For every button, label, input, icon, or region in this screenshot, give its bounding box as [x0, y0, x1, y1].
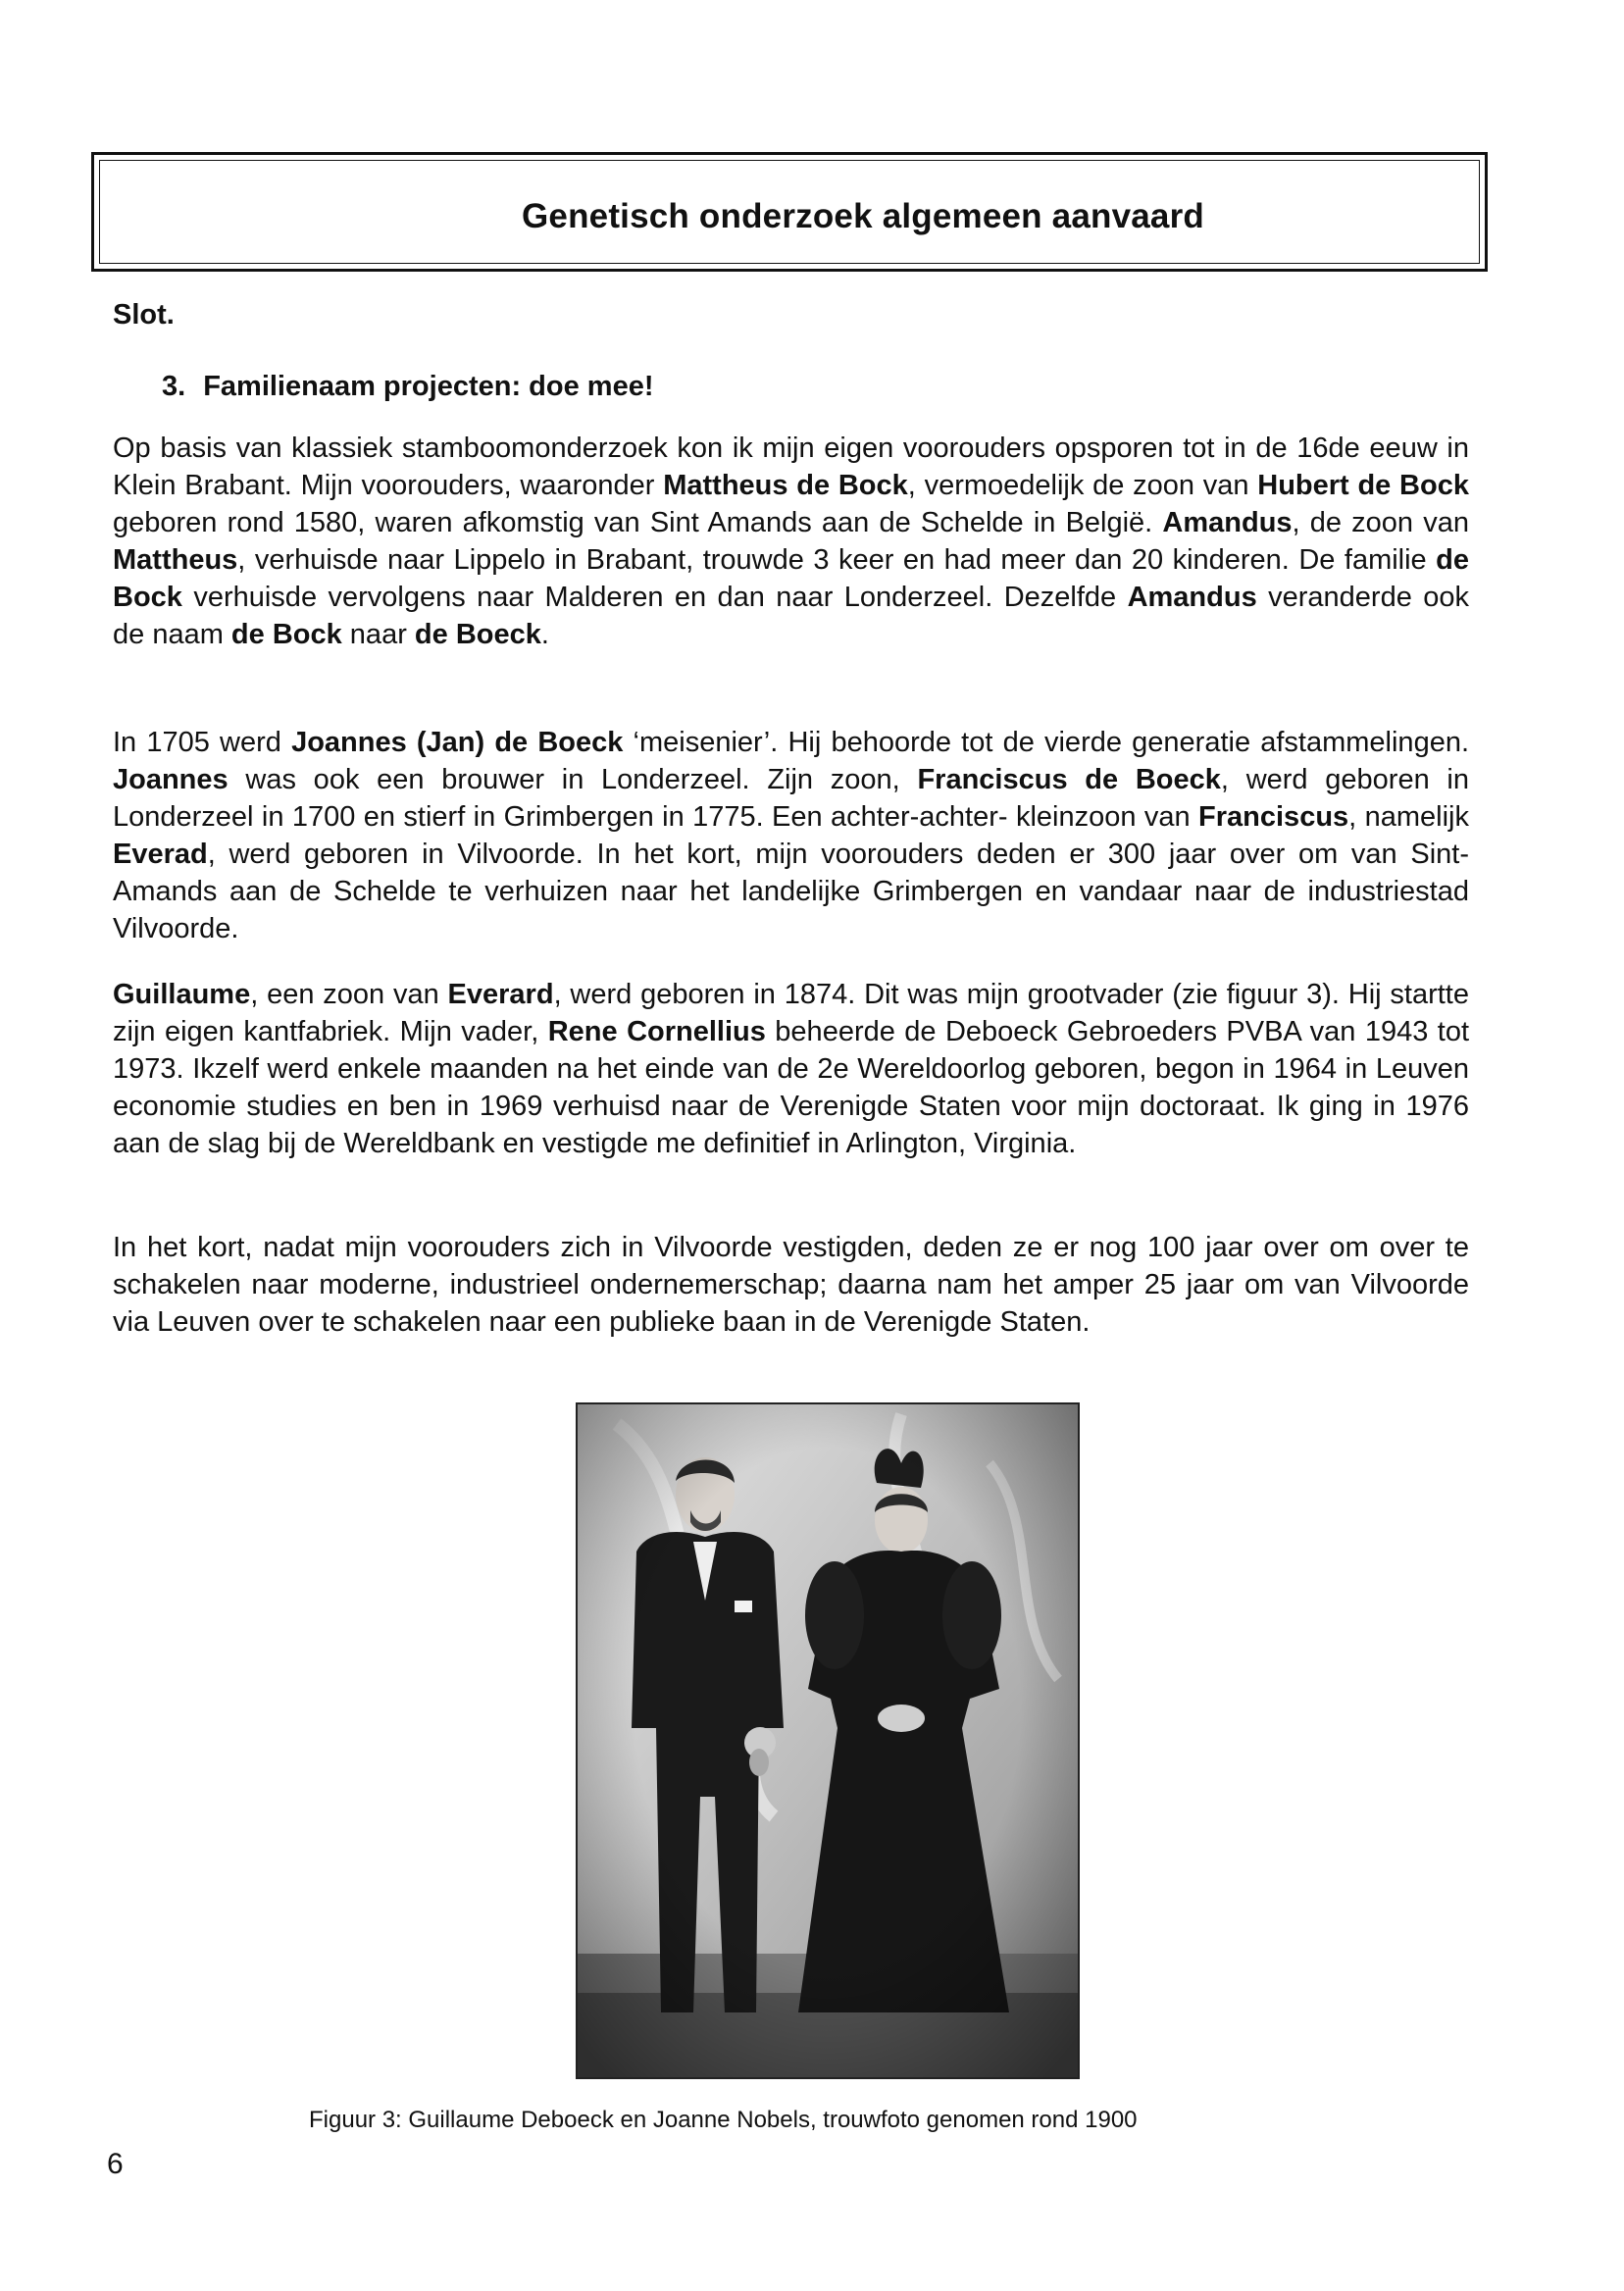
bold-name: de Bock — [230, 619, 342, 650]
bold-name: de Bock — [113, 544, 1469, 613]
paragraph-text: In het kort, nadat mijn voorouders zich in Vilvoorde vestigden, deden ze er nog 100 jaar over om over te schakelen naar moderne, industrieel ondernemerschap; daarna nam het amper 25 jaar om van Vilvoorde via Leuven over te schakelen naar een publieke baan in de Verenigde Staten. — [113, 1232, 1469, 1338]
paragraph-text: , de zoon van — [1292, 507, 1469, 538]
section-heading — [162, 371, 654, 403]
paragraph-text: , verhuisde naar Lippelo in Brabant, trouwde 3 keer en had meer dan 20 kinderen. De familie — [237, 544, 1437, 576]
paragraph-text: geboren rond 1580, waren afkomstig van Sint Amands aan de Schelde in België. — [113, 507, 1163, 538]
paragraph-text: was ook een brouwer in Londerzeel. Zijn zoon, — [228, 764, 918, 795]
body-paragraph — [113, 724, 1469, 947]
bold-name: Hubert de Bock — [1257, 470, 1469, 501]
body-paragraph — [113, 976, 1469, 1162]
page-number: 6 — [107, 2148, 124, 2180]
paragraph-text: . — [540, 619, 549, 650]
title-box — [91, 152, 1488, 272]
bold-name: Guillaume — [113, 979, 251, 1010]
paragraph-text: , vermoedelijk de zoon van — [907, 470, 1258, 501]
bold-name: Franciscus de Boeck — [917, 764, 1221, 795]
paragraph-text: , werd geboren in 1874. Dit was mijn grootvader (zie figuur 3). Hij startte zijn eigen kantfabriek. Mijn vader, — [113, 979, 1469, 1047]
body-paragraph — [113, 430, 1469, 653]
paragraph-text: , namelijk — [1348, 801, 1469, 833]
bold-name: Rene Cornellius — [547, 1016, 766, 1047]
wedding-photo — [576, 1402, 1080, 2079]
paragraph-text: verhuisde vervolgens naar Malderen en dan naar Londerzeel. Dezelfde — [181, 582, 1128, 613]
section-label: Slot. — [113, 299, 175, 331]
bold-name: Amandus — [1162, 507, 1293, 538]
paragraph-text: beheerde de Deboeck Gebroeders PVBA van 1943 tot 1973. Ikzelf werd enkele maanden na het einde van de 2e Wereldoorlog geboren, begon in 1964 in Leuven economie studies en ben in 1969 verhuisd naar de Verenigde Staten voor mijn doctoraat. Ik ging in 1976 aan de slag bij de Wereldbank en vestigde me definitief in Arlington, Virginia. — [113, 1016, 1470, 1159]
bold-name: Mattheus de Bock — [663, 470, 908, 501]
body-paragraph — [113, 1229, 1469, 1341]
paragraph-text: veranderde ook de naam — [113, 582, 1469, 650]
paragraph-text: , een zoon van — [250, 979, 448, 1010]
section-heading-number: 3. — [162, 371, 186, 402]
paragraph-text: , werd geboren in Vilvoorde. In het kort, mijn voorouders deden er 300 jaar over om van Sint-Amands aan de Schelde te verhuizen naar het landelijke Grimbergen en vandaar naar de industriestad Vilvoorde. — [113, 839, 1469, 944]
paragraph-text: ‘meisenier’. Hij behoorde tot de vierde generatie afstammelingen. — [623, 727, 1470, 758]
bold-name: de Boeck — [414, 619, 541, 650]
section-heading-text: Familienaam projecten: doe mee! — [203, 371, 654, 402]
bold-name: Franciscus — [1198, 801, 1349, 833]
paragraph-text: , werd geboren in Londerzeel in 1700 en stierf in Grimbergen in 1775. Een achter-achter- kleinzoon van — [113, 764, 1469, 833]
bold-name: Amandus — [1127, 582, 1257, 613]
paragraph-text: naar — [341, 619, 415, 650]
page-title: Genetisch onderzoek algemeen aanvaard — [521, 197, 1204, 235]
wedding-photo-illustration — [578, 1404, 1078, 2077]
bold-name: Mattheus — [113, 544, 238, 576]
bold-name: Everad — [113, 839, 208, 870]
bold-name: Joannes (Jan) de Boeck — [291, 727, 624, 758]
bold-name: Joannes — [113, 764, 228, 795]
paragraph-text: In 1705 werd — [113, 727, 292, 758]
figure-caption: Figuur 3: Guillaume Deboeck en Joanne Nobels, trouwfoto genomen rond 1900 — [309, 2107, 1138, 2133]
paragraph-text: Op basis van klassiek stamboomonderzoek kon ik mijn eigen voorouders opsporen tot in de 16de eeuw in Klein Brabant. Mijn voorouders, waaronder — [113, 433, 1469, 501]
bold-name: Everard — [447, 979, 554, 1010]
